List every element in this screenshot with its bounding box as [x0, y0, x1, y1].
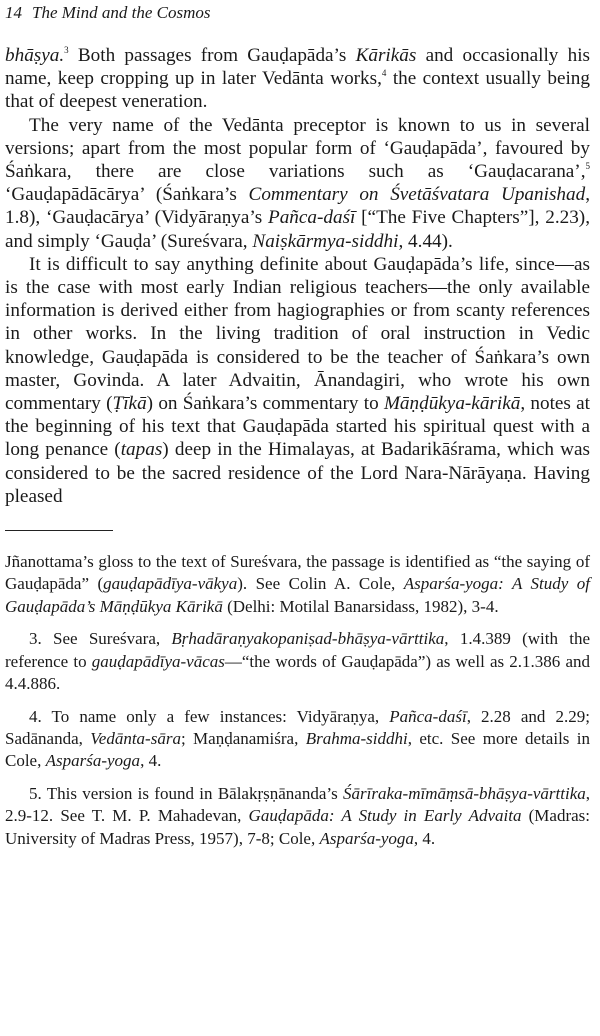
text-span: —“the words of Gauḍapāda”) as well as 2.1.386 and 4.4.886. [5, 651, 590, 694]
running-title: The Mind and the Cosmos [32, 3, 211, 22]
paragraph-2 [5, 114, 590, 253]
title-karikas: Kārikās [355, 45, 417, 66]
title-commentary: Commentary on Śvetāśvatara Upanishad [248, 184, 586, 206]
text-span: , 4.44). [398, 230, 453, 252]
footnote-4 [5, 706, 590, 773]
text-span: 4. To name only a few instances: Vidyāraṇya, [29, 706, 390, 726]
footnote-continued [5, 551, 590, 618]
text-span: ; Maṇḍanamiśra, [180, 728, 306, 748]
title-panca-dasi: Pañca-daśī [267, 207, 356, 229]
text-span: 3. See Sureśvara, [29, 629, 172, 649]
footnote-3 [5, 628, 590, 695]
title-italic: Bṛhadāraṇyakopaniṣad-bhāṣya-vārttika [171, 629, 445, 649]
text-span: The very name of the Vedānta preceptor is known to us in several versions; apart from the most popular form of ‘Gauḍapāda’, favoured by Śaṅkara, there are close variations such as ‘Gauḍacarana’, [5, 114, 590, 183]
footnote-ref-5[interactable]: 5 [585, 161, 590, 172]
footnote-ref-3[interactable]: 3 [64, 45, 69, 55]
footnotes [5, 551, 590, 850]
text-span: (Madras: University of Madras Press, 1957), 7-8; Cole, [5, 806, 590, 848]
title-naiskarmya-siddhi: Naiṣkārmya-siddhi [252, 230, 399, 252]
page-number: 14 [5, 3, 22, 22]
text-span: ). See Colin A. Cole, [237, 574, 404, 594]
title-italic: Asparśa-yoga [45, 751, 141, 771]
term-bhasya: bhāṣya. [5, 45, 65, 66]
text-span: , etc. See more details in Cole, [5, 728, 591, 771]
text-span: 5. This version is found in Bālakṛṣṇānanda’s [29, 783, 344, 803]
title-italic: Śārīraka-mīmāṃsā-bhāṣya-vārttika [343, 783, 586, 803]
text-span: , 4. [140, 751, 162, 771]
text-span: Both passages from Gauḍapāda’s [68, 45, 356, 66]
paragraph-3 [5, 253, 590, 508]
title-italic: Brahma-siddhi [305, 728, 408, 748]
term-italic: gauḍapādīya-vācas [91, 651, 225, 671]
term-italic: gauḍapādīya-vākya [103, 574, 238, 594]
text-span: , 1.4.389 (with the reference to [5, 629, 591, 671]
title-italic: Gauḍapāda: A Study in Early Advaita [248, 806, 522, 826]
paragraph-1 [5, 44, 590, 114]
title-italic: Asparśa-yoga [319, 828, 414, 848]
term-tapas: tapas [120, 439, 163, 461]
text-span: , notes at the beginning of his text that Gauḍapāda started his spiritual quest with a long penance ( [5, 393, 590, 461]
title-italic: Asparśa-yoga: A Study of Gauḍapāda’s Māṇḍūkya Kārikā [5, 574, 590, 616]
text-span: , 2.9-12. See T. M. P. Mahadevan, [5, 783, 590, 826]
text-span: ‘Gauḍapādācārya’ (Śaṅkara’s [5, 184, 249, 206]
running-head [5, 0, 590, 44]
title-italic: Pañca-daśī [389, 706, 467, 726]
text-span: the context usually being that of deepest veneration. [5, 68, 590, 113]
text-span: It is difficult to say anything definite about Gauḍapāda’s life, since—as is the case with most early Indian religious teachers—the only available information is derived either from hagiographies or from scanty references in other works. In the living tradition of oral instruction in Vedic knowledge, Gauḍapāda is considered to be the teacher of Śaṅkara’s own master, Govinda. A later Advaitin, Ānandagiri, who wrote his own commentary ( [5, 253, 590, 415]
footnote-divider [5, 530, 113, 531]
title-italic: Vedānta-sāra [90, 728, 181, 748]
text-span: ) on Śaṅkara’s commentary to [146, 393, 384, 415]
footnote-ref-4[interactable]: 4 [381, 68, 387, 79]
text-span: and occasionally his name, keep cropping up in later Vedānta works, [5, 45, 590, 90]
text-span: [“The Five Chapters”], 2.23), and simply ‘Gauḍa’ (Sureśvara, [5, 207, 590, 252]
footnote-5 [5, 783, 590, 850]
term-tika: Ṭīkā [112, 393, 147, 415]
text-span: ) deep in the Himalayas, at Badarikāśrama, which was considered to be the sacred residence of the Lord Nara-Nārāyaṇa. Having pleased [5, 439, 590, 507]
title-mandukya-karika: Māṇḍūkya-kārikā [383, 393, 521, 415]
text-span: Jñanottama’s gloss to the text of Sureśvara, the passage is identified as “the saying of Gauḍapāda” ( [5, 552, 590, 594]
text-span: , 1.8), ‘Gauḍacārya’ (Vidyāraṇya’s [5, 184, 590, 229]
text-span: (Delhi: Motilal Banarsidass, 1982), 3-4. [222, 596, 499, 616]
main-text [5, 44, 590, 508]
text-span: , 2.28 and 2.29; Sadānanda, [5, 706, 590, 748]
text-span: , 4. [413, 828, 436, 848]
